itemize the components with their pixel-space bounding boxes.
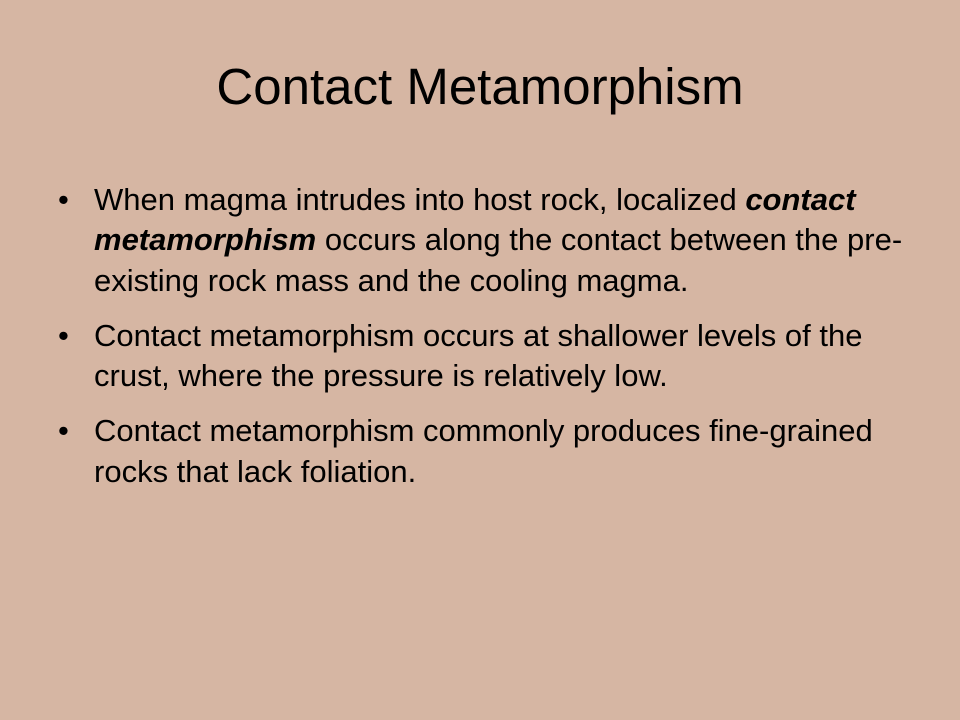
bullet-item [58,411,908,492]
slide-title: Contact Metamorphism [216,58,744,115]
bullet-emphasis: contact metamorphism [94,182,856,258]
bullet-dot-icon: • [58,182,69,217]
bullet-dot-icon: • [58,317,69,353]
bullet-item [58,180,908,301]
bullet-text: Contact metamorphism commonly produces fine-grained rocks that lack foliation. [94,413,873,489]
bullet-dot-icon: • [58,413,69,449]
bullet-text-pre: When magma intrudes into host rock, localized [94,182,746,217]
bullet-text: Contact metamorphism occurs at shallower levels of the crust, where the pressure is relatively low. [94,317,863,394]
bullet-list [58,180,908,507]
bullet-text-post: occurs along the contact between the pre-existing rock mass and the cooling magma. [94,222,903,298]
bullet-item [58,316,908,397]
